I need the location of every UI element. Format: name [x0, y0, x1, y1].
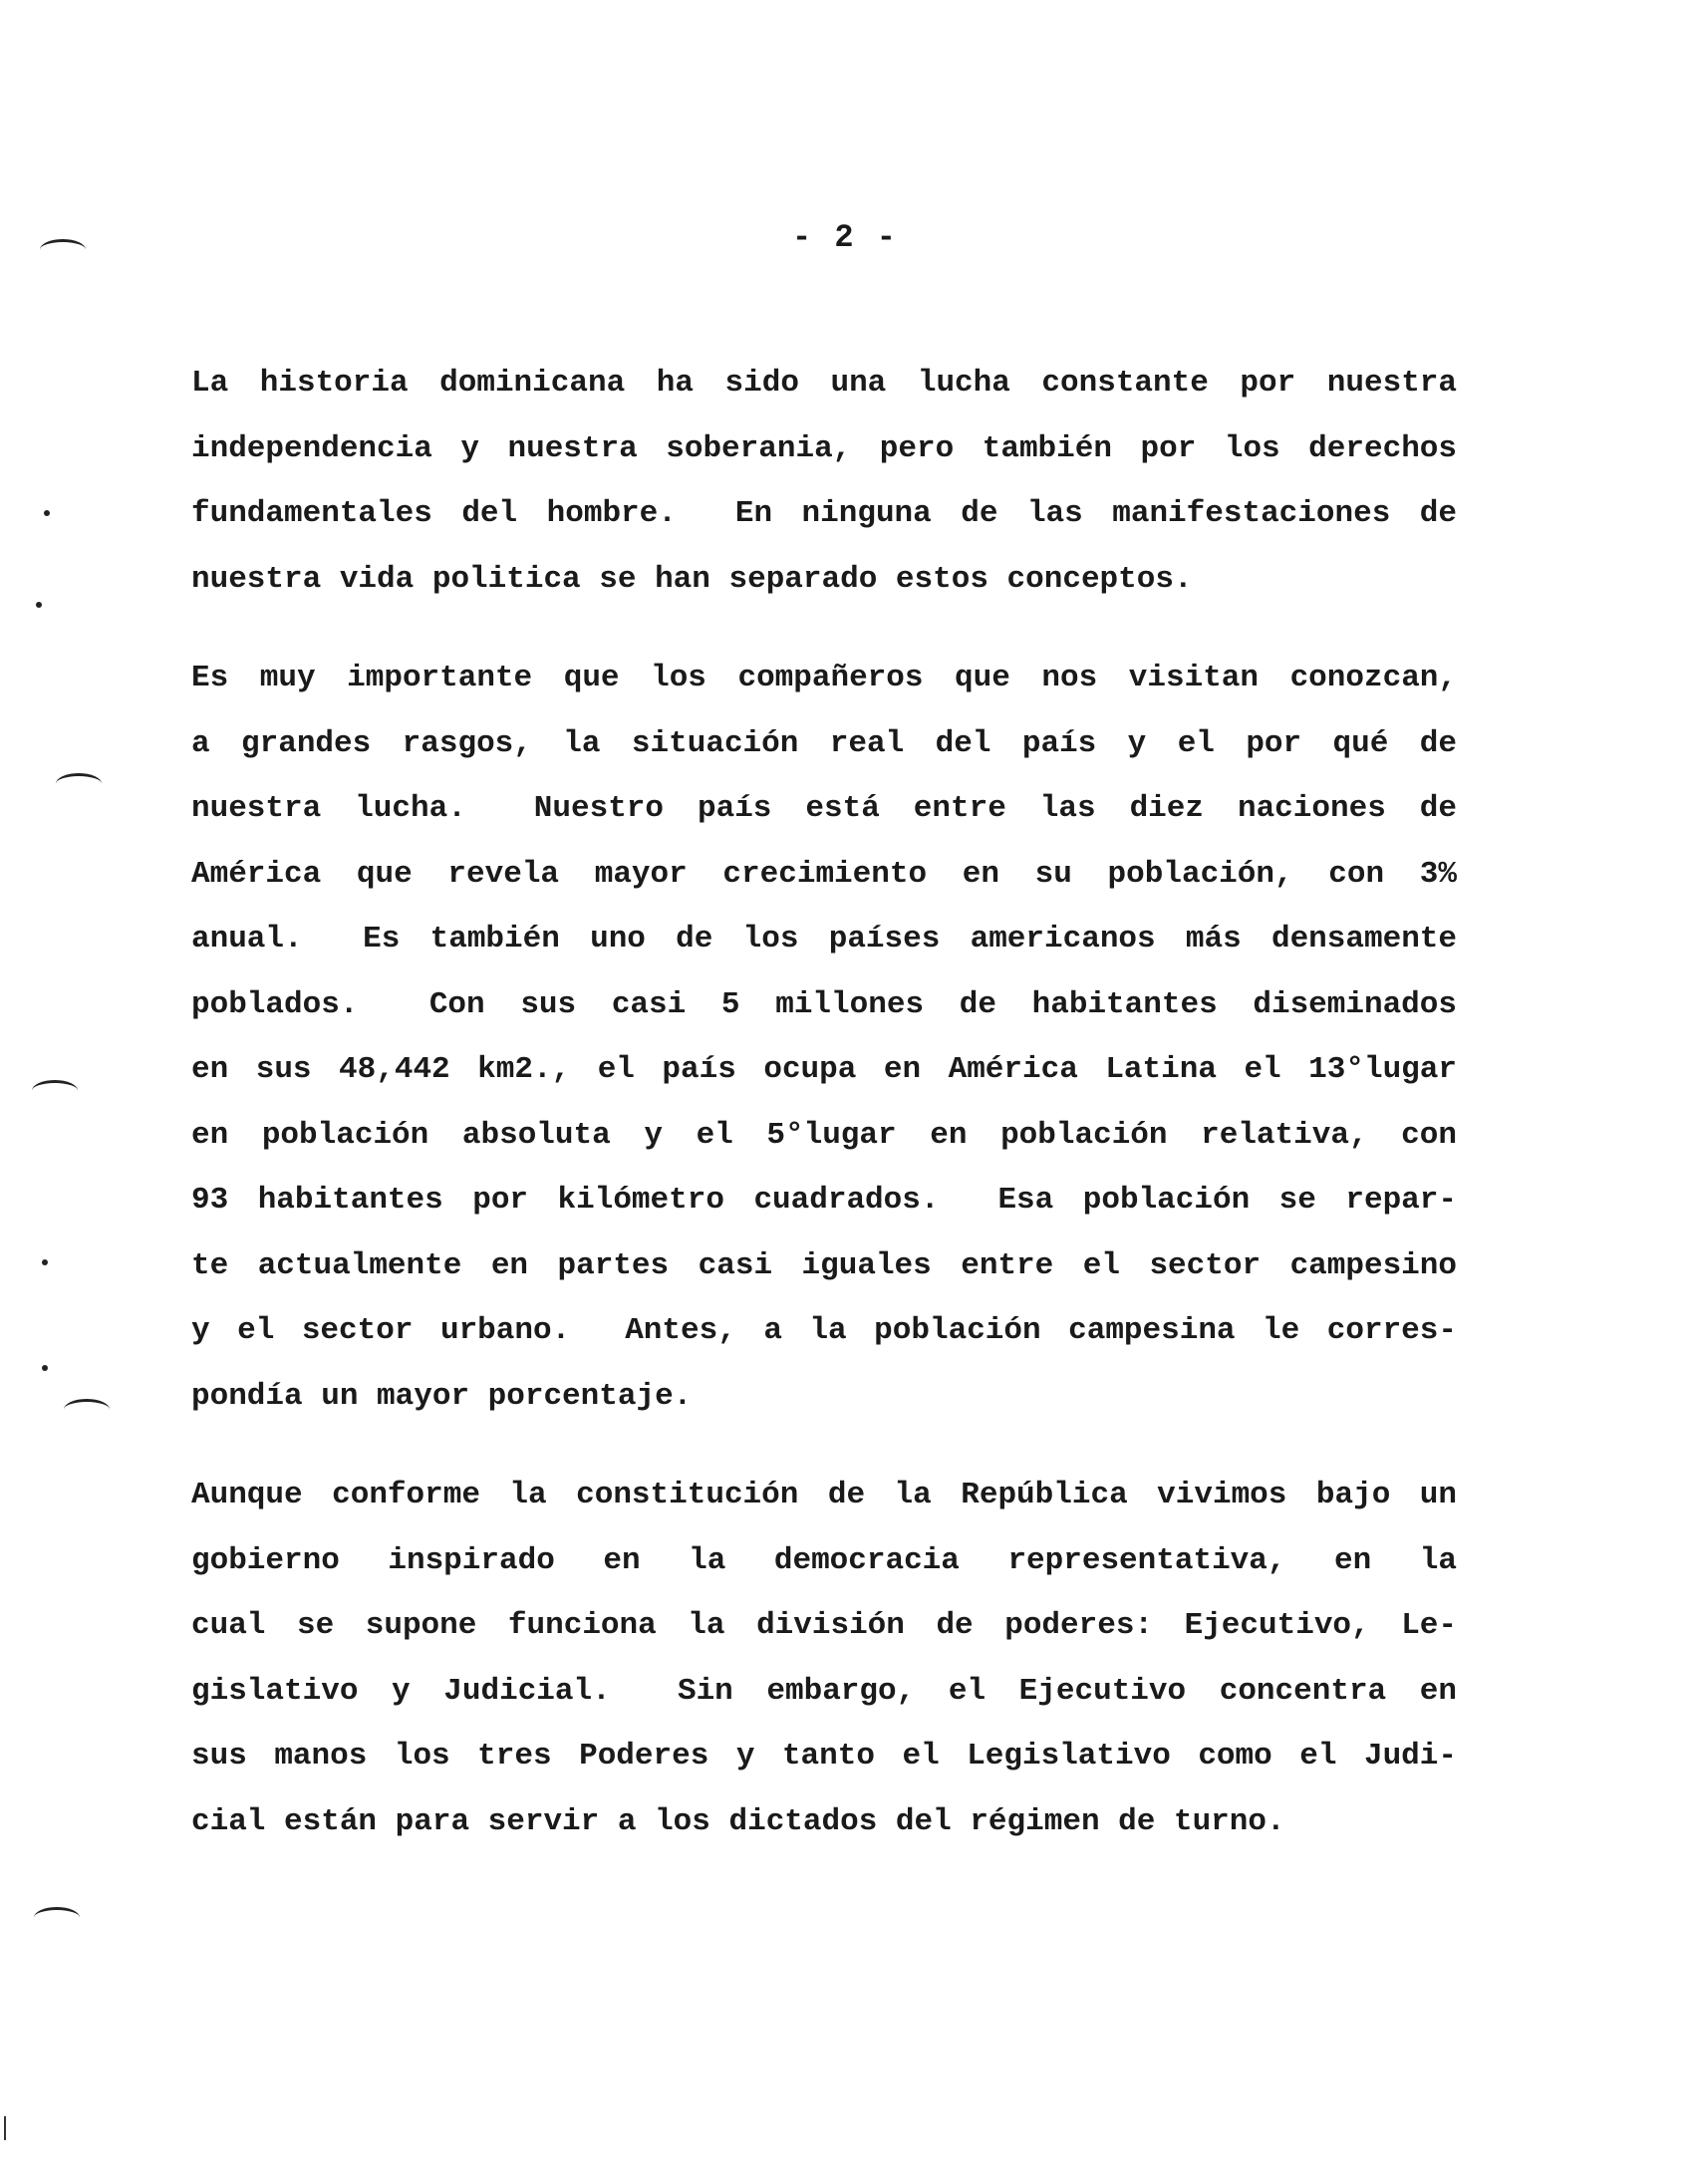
margin-dot-mark [42, 1259, 48, 1265]
text-line: y el sector urbano. Antes, a la población campesina le corres- [191, 1313, 1457, 1348]
text-line: La historia dominicana ha sido una lucha constante por nuestra [191, 366, 1457, 401]
text-line: cial están para servir a los dictados del régimen de turno. [191, 1803, 1285, 1839]
margin-arc-mark [64, 1399, 110, 1420]
paragraph-1 [191, 351, 1487, 612]
paragraph-2 [191, 646, 1487, 1429]
text-line: cual se supone funciona la división de poderes: Ejecutivo, Le- [191, 1608, 1457, 1643]
text-line: te actualmente en partes casi iguales entre el sector campesino [191, 1247, 1457, 1283]
text-line: fundamentales del hombre. En ninguna de las manifestaciones de [191, 496, 1457, 531]
text-line: independencia y nuestra soberania, pero también por los derechos [191, 430, 1457, 466]
text-line: a grandes rasgos, la situación real del país y el por qué de [191, 725, 1457, 761]
page-number: - 2 - [791, 219, 898, 256]
margin-dot-mark [36, 602, 42, 608]
text-line: pondía un mayor porcentaje. [191, 1378, 693, 1414]
text-line: nuestra lucha. Nuestro país está entre las diez naciones de [191, 791, 1457, 826]
margin-arc-mark [34, 1907, 80, 1928]
text-line: gobierno inspirado en la democracia representativa, en la [191, 1542, 1457, 1578]
text-line: 93 habitantes por kilómetro cuadrados. Esa población se repar- [191, 1183, 1457, 1218]
text-line: nuestra vida politica se han separado estos conceptos. [191, 561, 1193, 597]
text-line: América que revela mayor crecimiento en su población, con 3% [191, 856, 1457, 892]
margin-arc-mark [56, 773, 102, 794]
text-line: Es muy importante que los compañeros que nos visitan conozcan, [191, 661, 1457, 695]
paragraph-3 [191, 1463, 1487, 1854]
text-line: poblados. Con sus casi 5 millones de habitantes diseminados [191, 986, 1457, 1022]
margin-dot-mark [44, 510, 50, 516]
text-line: en población absoluta y el 5°lugar en población relativa, con [191, 1117, 1457, 1153]
text-line: anual. Es también uno de los países americanos más densamente [191, 922, 1457, 956]
margin-tick-mark [4, 2116, 6, 2140]
text-line: sus manos los tres Poderes y tanto el Legislativo como el Judi- [191, 1739, 1457, 1774]
text-line: en sus 48,442 km2., el país ocupa en América Latina el 13°lugar [191, 1052, 1457, 1087]
margin-arc-mark [32, 1080, 78, 1101]
text-line: gislativo y Judicial. Sin embargo, el Ejecutivo concentra en [191, 1673, 1457, 1709]
text-line: Aunque conforme la constitución de la República vivimos bajo un [191, 1478, 1457, 1512]
document-body [191, 351, 1487, 1888]
margin-dot-mark [42, 1365, 48, 1371]
